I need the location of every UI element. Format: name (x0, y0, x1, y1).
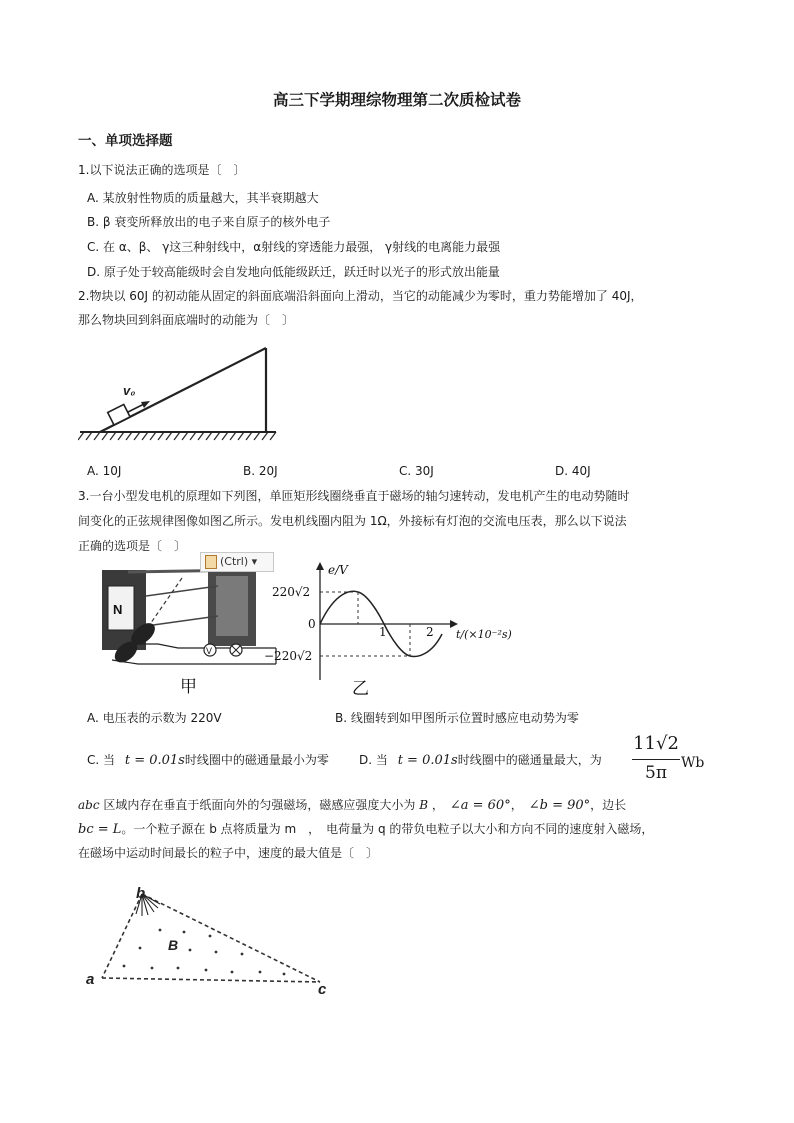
emf-sine-chart (262, 562, 532, 698)
option-d-prefix: D. 当 (359, 753, 388, 767)
question-3-option-c (87, 751, 329, 768)
vertex-b-label: b (136, 885, 146, 902)
field-b-label: B (168, 937, 179, 953)
question-3-option-d (359, 751, 602, 768)
figure-jia-caption: 甲 (180, 677, 197, 697)
question-1-stem: 1.以下说法正确的选项是〔 〕 (78, 163, 246, 177)
q4-sep3: ，边长 (590, 798, 627, 812)
question-2-stem-line2: 那么物块回到斜面底端时的动能为〔 〕 (78, 313, 295, 327)
vertex-c-label: c (318, 981, 327, 998)
clipboard-icon (205, 555, 217, 569)
q4-sep1: ， (428, 798, 450, 812)
chart-ylabel: e/V (328, 563, 348, 577)
question-1-option-b: B. β 衰变所释放出的电子来自原子的核外电子 (87, 215, 331, 229)
chart-tick-1: 1 (379, 625, 387, 639)
figure-yi-caption: 乙 (352, 679, 369, 698)
question-3-option-b: B. 线圈转到如甲图所示位置时感应电动势为零 (335, 711, 579, 725)
fraction-numerator: 11√2 (633, 733, 679, 754)
option-d-suffix: 时线圈中的磁通量最大，为 (457, 753, 602, 767)
question-1-option-c: C. 在 α、β、 γ这三种射线中，α射线的穿透能力最强， γ射线的电离能力最强 (87, 240, 501, 254)
option-d-math: t = 0.01s (397, 753, 458, 768)
q4-bc: bc = L (78, 822, 122, 837)
q4-angle-a: ∠a = 60° (449, 798, 511, 813)
chart-ymax-label: 220√2 (272, 585, 311, 599)
q4-line2-text: 。一个粒子源在 b 点将质量为 m ， 电荷量为 q 的带负电粒子以大小和方向不同的速度射入磁场， (121, 822, 654, 836)
question-4-line2 (78, 819, 653, 840)
question-3-stem-line2: 间变化的正弦规律图像如图乙所示。发电机线圈内阻为 1Ω，外接标有灯泡的交流电压表，那么以下说法 (78, 514, 627, 528)
paste-tag-label: (Ctrl) ▾ (220, 555, 258, 568)
option-c-prefix: C. 当 (87, 753, 116, 767)
question-1-option-a: A. 某放射性物质的质量越大，其半衰期越大 (87, 191, 319, 205)
question-3-stem-line1: 3.一台小型发电机的原理如下列图，单匝矩形线圈绕垂直于磁场的轴匀速转动，发电机产生的电动势随时 (78, 489, 630, 503)
question-2-option-a: A. 10J (87, 464, 122, 478)
chart-tick-2: 2 (426, 625, 434, 639)
velocity-label: v₀ (123, 383, 136, 398)
vertex-a-label: a (86, 971, 95, 988)
voltmeter-label: V (206, 646, 213, 656)
option-c-suffix: 时线圈中的磁通量最小为零 (184, 753, 329, 767)
option-d-unit: Wb (681, 755, 705, 771)
generator-figure (98, 556, 278, 698)
question-3-option-a: A. 电压表的示数为 220V (87, 711, 222, 725)
option-c-math: t = 0.01s (124, 753, 185, 768)
q4-angle-b: ∠b = 90° (528, 798, 591, 813)
q4-abc: abc (78, 798, 100, 812)
chart-ymin-label: −220√2 (264, 649, 313, 663)
triangle-field-figure (80, 878, 340, 1002)
question-4-line1 (78, 795, 626, 816)
question-1-option-d: D. 原子处于较高能级时会自发地向低能级跃迁，跃迁时以光子的形式放出能量 (87, 265, 500, 279)
question-3-stem-line3: 正确的选项是〔 〕 (78, 539, 187, 553)
q4-B: B (419, 798, 429, 812)
question-2-option-b: B. 20J (243, 464, 278, 478)
magnet-n-label: N (113, 602, 123, 617)
q4-sep2: ， (510, 798, 529, 812)
incline-figure (78, 340, 278, 450)
chart-xlabel: t/(×10⁻²s) (456, 628, 512, 641)
q4-line1-text: 区域内存在垂直于纸面向外的匀强磁场，磁感应强度大小为 (99, 798, 420, 812)
question-2-stem-line1: 2.物块以 60J 的初动能从固定的斜面底端沿斜面向上滑动，当它的动能减少为零时，重力势能增加了 40J， (78, 289, 643, 303)
question-2-option-d: D. 40J (555, 464, 591, 478)
block-shape (108, 404, 130, 425)
chart-origin-label: 0 (308, 617, 316, 631)
section-heading: 一、单项选择题 (78, 133, 173, 149)
question-4-line3: 在磁场中运动时间最长的粒子中，速度的最大值是〔 〕 (78, 846, 379, 860)
page-title: 高三下学期理综物理第二次质检试卷 (272, 91, 521, 109)
question-2-option-c: C. 30J (399, 464, 434, 478)
fraction-denominator: 5π (645, 763, 667, 783)
fraction-bar (632, 759, 680, 760)
